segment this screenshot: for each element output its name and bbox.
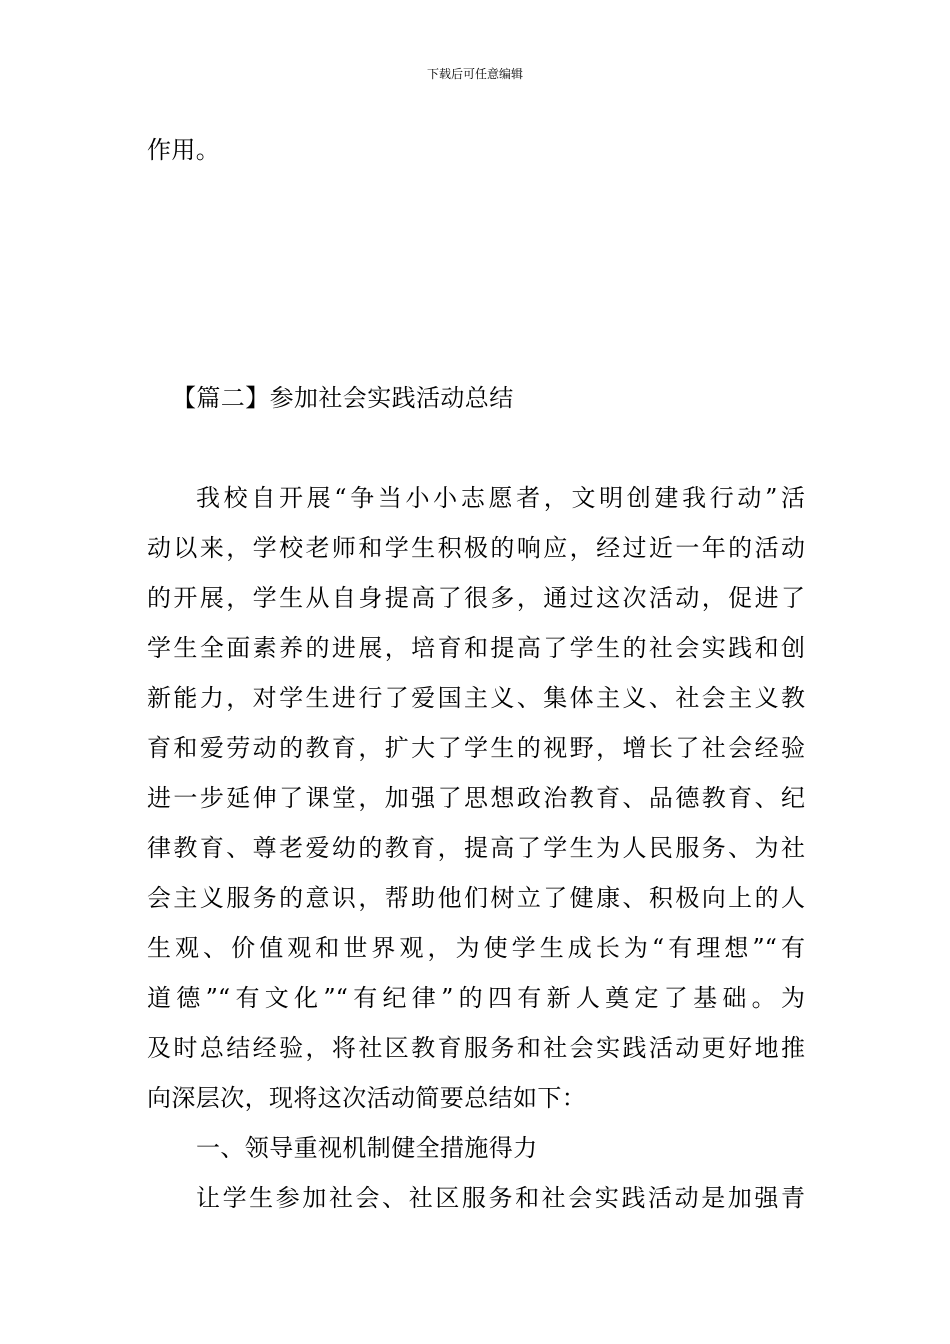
paragraph-line: 育和爱劳动的教育，扩大了学生的视野，增长了社会经验 (147, 734, 805, 762)
previous-section-tail: 作用。 (147, 136, 221, 164)
paragraph-line: 的开展，学生从自身提高了很多，通过这次活动，促进了 (147, 584, 805, 612)
paragraph-line: 律教育、尊老爱幼的教育，提高了学生为人民服务、为社 (147, 834, 805, 862)
paragraph-line: 新能力，对学生进行了爱国主义、集体主义、社会主义教 (147, 684, 805, 712)
paragraph-line: 动以来，学校老师和学生积极的响应，经过近一年的活动 (147, 534, 805, 562)
paragraph-line: 让学生参加社会、社区服务和社会实践活动是加强青 (196, 1184, 805, 1212)
paragraph-line: 进一步延伸了课堂，加强了思想政治教育、品德教育、纪 (147, 784, 805, 812)
paragraph-line: 学生全面素养的进展，培育和提高了学生的社会实践和创 (147, 634, 805, 662)
subheading: 一、领导重视机制健全措施得力 (196, 1134, 538, 1162)
paragraph-line: 我校自开展“争当小小志愿者，文明创建我行动”活 (196, 484, 805, 512)
paragraph-line: 生观、价值观和世界观，为使学生成长为“有理想”“有 (147, 934, 805, 962)
page-header: 下载后可任意编辑 (426, 67, 523, 81)
paragraph-line: 会主义服务的意识，帮助他们树立了健康、积极向上的人 (147, 884, 805, 912)
section-title: 【篇二】参加社会实践活动总结 (172, 384, 514, 412)
paragraph-line: 道德”“有文化”“有纪律”的四有新人奠定了基础。为 (147, 984, 805, 1012)
paragraph-line: 及时总结经验，将社区教育服务和社会实践活动更好地推 (147, 1034, 805, 1062)
paragraph-line: 向深层次，现将这次活动简要总结如下： (147, 1084, 587, 1112)
